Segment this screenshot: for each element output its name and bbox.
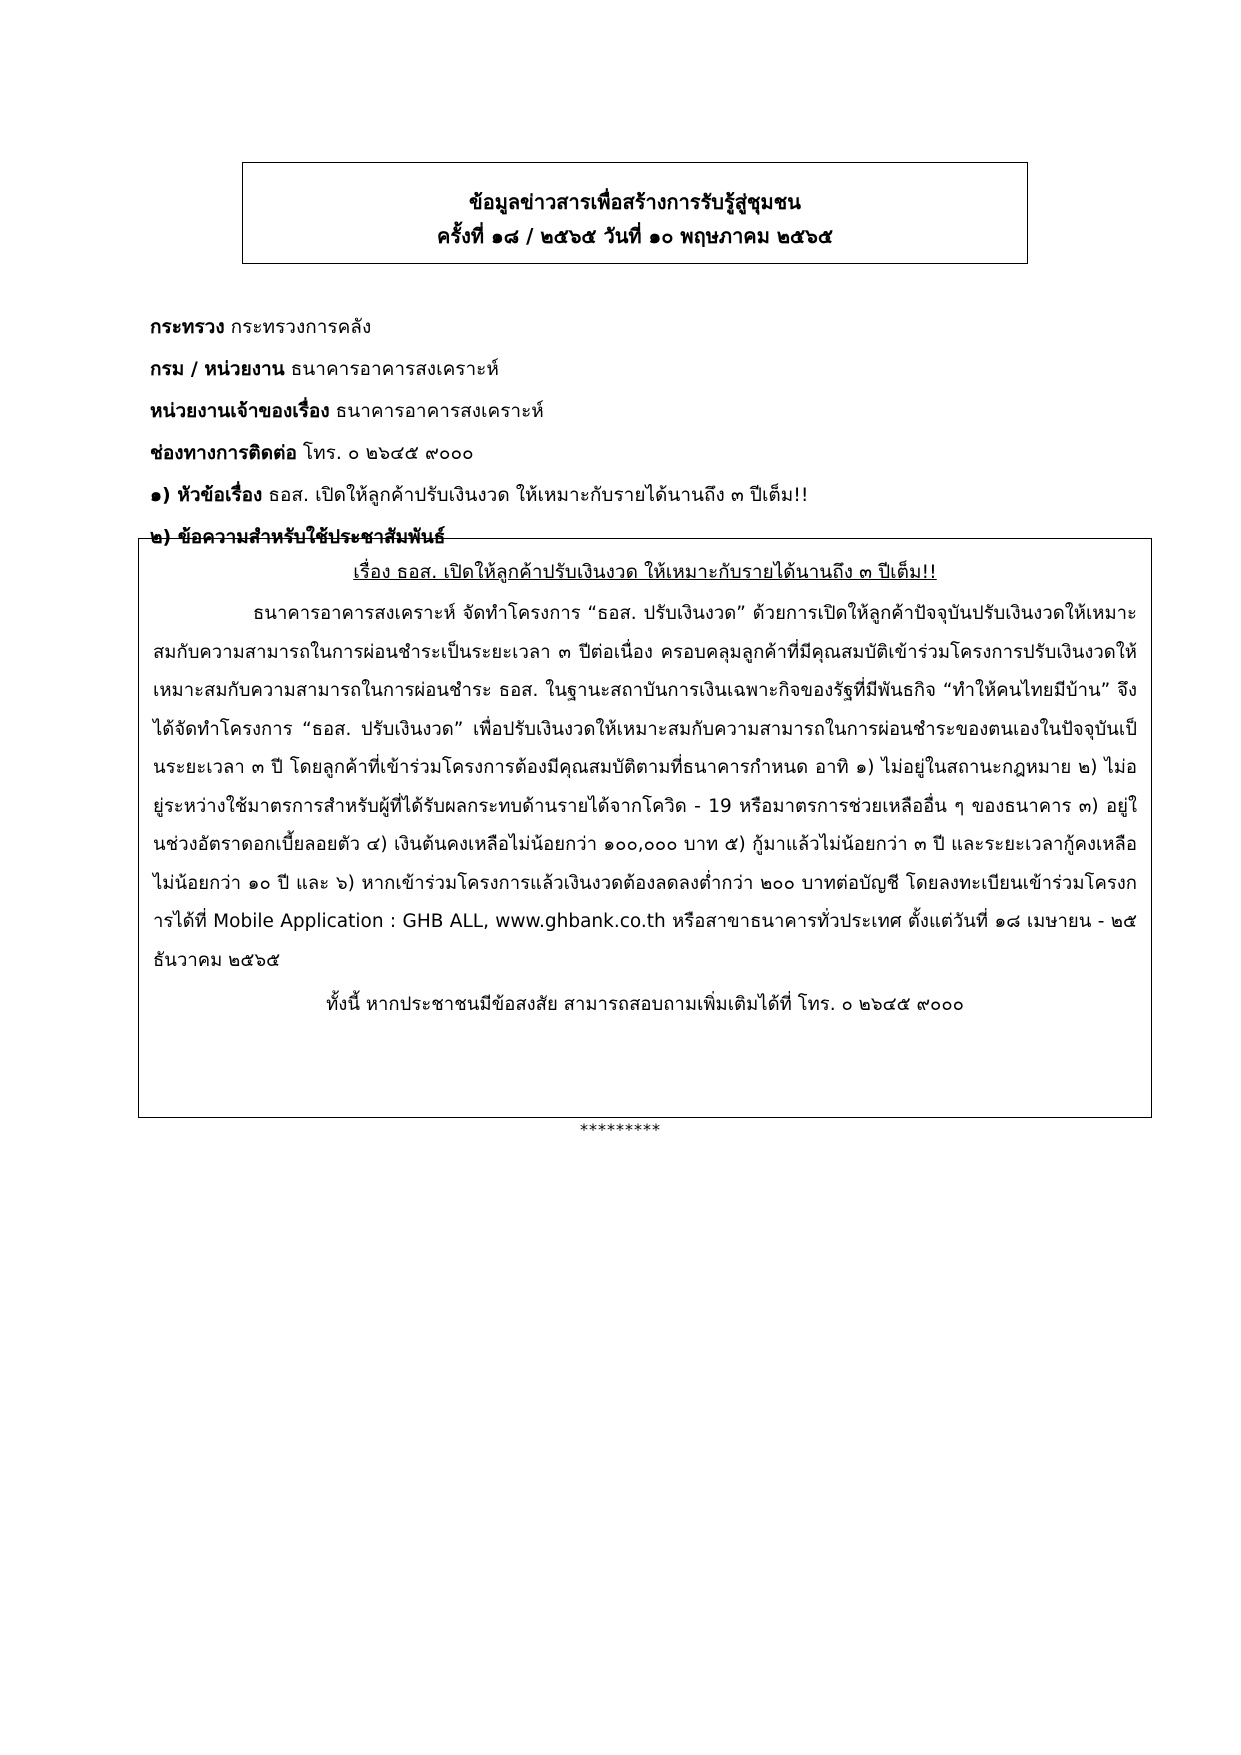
meta-topic-label: ๑) หัวข้อเรื่อง <box>150 484 263 506</box>
meta-department <box>150 348 1150 390</box>
header-issue-date: ครั้งที่ ๑๘ / ๒๕๖๕ วันที่ ๑๐ พฤษภาคม ๒๕๖๕ <box>437 224 833 248</box>
meta-department-label: กรม / หน่วยงาน <box>150 358 285 380</box>
meta-contact-label: ช่องทางการติดต่อ <box>150 442 297 464</box>
meta-department-value: ธนาคารอาคารสงเคราะห์ <box>284 358 499 380</box>
meta-owner <box>150 390 1150 432</box>
document-meta <box>150 306 1150 558</box>
meta-ministry <box>150 306 1150 348</box>
document-header-box <box>242 162 1028 264</box>
meta-topic-value: ธอส. เปิดให้ลูกค้าปรับเงินงวด ให้เหมาะกับรายได้นานถึง ๓ ปีเต็ม!! <box>262 484 809 506</box>
meta-ministry-label: กระทรวง <box>150 316 225 338</box>
meta-contact-value: โทร. ๐ ๒๖๔๕ ๙๐๐๐ <box>296 442 474 464</box>
end-of-document-mark: ********* <box>580 1120 661 1139</box>
header-title: ข้อมูลข่าวสารเพื่อสร้างการรับรู้สู่ชุมชน <box>469 190 801 214</box>
press-release-box <box>138 538 1152 1118</box>
press-release-body: ธนาคารอาคารสงเคราะห์ จัดทำโครงการ “ธอส. ปรับเงินงวด” ด้วยการเปิดให้ลูกค้าปัจจุบันปรับเงินงวดให้เหมาะสมกับความสามารถในการผ่อนชำระเป็นระยะเวลา ๓ ปีต่อเนื่อง ครอบคลุมลูกค้าที่มีคุณสมบัติเข้าร่วมโครงการปรับเงินงวดให้เหมาะสมกับความสามารถในการผ่อนชำระ ธอส. ในฐานะสถาบันการเงินเฉพาะกิจของรัฐที่มีพันธกิจ “ทำให้คนไทยมีบ้าน” จึงได้จัดทำโครงการ “ธอส. ปรับเงินงวด” เพื่อปรับเงินงวดให้เหมาะสมกับความสามารถในการผ่อนชำระของตนเองในปัจจุบันเป็นระยะเวลา ๓ ปี โดยลูกค้าที่เข้าร่วมโครงการต้องมีคุณสมบัติตามที่ธนาคารกำหนด อาทิ ๑) ไม่อยู่ในสถานะกฎหมาย ๒) ไม่อยู่ระหว่างใช้มาตรการสำหรับผู้ที่ได้รับผลกระทบด้านรายได้จากโควิด - 19 หรือมาตรการช่วยเหลืออื่น ๆ ของธนาคาร ๓) อยู่ในช่วงอัตราดอกเบี้ยลอยตัว ๔) เงินต้นคงเหลือไม่น้อยกว่า ๑๐๐,๐๐๐ บาท ๕) กู้มาแล้วไม่น้อยกว่า ๓ ปี และระยะเวลากู้คงเหลือไม่น้อยกว่า ๑๐ ปี และ ๖) หากเข้าร่วมโครงการแล้วเงินงวดต้องลดลงต่ำกว่า ๒๐๐ บาทต่อบัญชี โดยลงทะเบียนเข้าร่วมโครงการได้ที่ Mobile Application : GHB ALL, www.ghbank.co.th หรือสาขาธนาคารทั่วประเทศ ตั้งแต่วันที่ ๑๘ เมษายน - ๒๕ ธันวาคม ๒๕๖๕ <box>153 603 1137 971</box>
meta-topic <box>150 474 1150 516</box>
press-release-contact: ทั้งนี้ หากประชาชนมีข้อสงสัย สามารถสอบถามเพิ่มเติมได้ที่ โทร. ๐ ๒๖๔๕ ๙๐๐๐ <box>326 994 964 1015</box>
meta-pr-label: ๒) ข้อความสำหรับใช้ประชาสัมพันธ์ <box>150 526 446 548</box>
press-release-title: เรื่อง ธอส. เปิดให้ลูกค้าปรับเงินงวด ให้เหมาะกับรายได้นานถึง ๓ ปีเต็ม!! <box>353 561 937 583</box>
meta-contact <box>150 432 1150 474</box>
meta-ministry-value: กระทรวงการคลัง <box>224 316 372 338</box>
meta-owner-value: ธนาคารอาคารสงเคราะห์ <box>329 400 544 422</box>
meta-owner-label: หน่วยงานเจ้าของเรื่อง <box>150 400 330 422</box>
